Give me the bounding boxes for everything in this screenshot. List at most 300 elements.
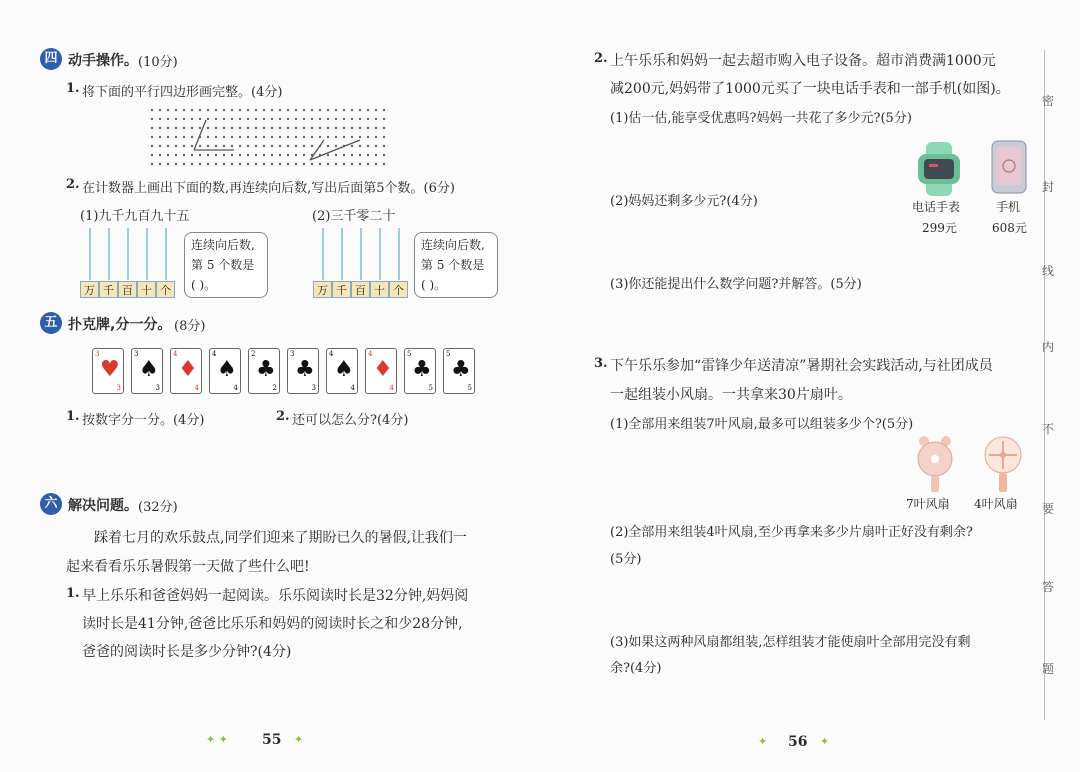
grid-dot [255, 136, 257, 138]
grid-dot [295, 127, 297, 129]
r-q3-3-line-2: 余?(4分) [610, 661, 662, 676]
r-q3-2-line-2: (5分) [610, 552, 642, 567]
grid-dot [271, 109, 273, 111]
grid-dot [247, 145, 249, 147]
grid-dot [151, 154, 153, 156]
playing-card [209, 348, 241, 394]
grid-dot [287, 163, 289, 165]
place-shi: 十 [137, 281, 156, 298]
card-suit-icon: ♥ [100, 357, 120, 382]
fan-4-icon [980, 435, 1026, 493]
grid-dot [183, 109, 185, 111]
section-6-score: (32分) [138, 500, 178, 515]
card-rank: 3 [134, 350, 139, 358]
grid-dot [343, 154, 345, 156]
card-rank: 3 [290, 350, 295, 358]
card-rank: 3 [95, 350, 100, 358]
grid-dot [359, 127, 361, 129]
grid-dot [303, 145, 305, 147]
grid-dot [375, 163, 377, 165]
q2-text: 在计数器上画出下面的数,再连续向后数,写出后面第5个数。(6分) [82, 181, 455, 196]
grid-dot [247, 163, 249, 165]
seal-char: 题 [1041, 662, 1054, 676]
grid-dot [239, 163, 241, 165]
q1-number: 1. [66, 81, 80, 96]
playing-card [326, 348, 358, 394]
section-5-title: 扑克牌,分一分。 [68, 317, 172, 333]
card-suit-icon: ♠ [334, 357, 354, 382]
grid-dot [183, 163, 185, 165]
playing-card [248, 348, 280, 394]
seal-line [1044, 50, 1045, 720]
q2b-bubble-line1: 连续向后数, [421, 238, 485, 252]
r-q3-3-line-1: (3)如果这两种风扇都组装,怎样组装才能使扇叶全部用完没有剩 [610, 635, 971, 650]
r-q3-number: 3. [594, 356, 608, 371]
sprout-icon: ✦ ✦ [206, 733, 228, 746]
grid-dot [175, 154, 177, 156]
playing-card [443, 348, 475, 394]
place-qian: 千 [332, 281, 351, 298]
grid-dot [223, 145, 225, 147]
grid-dot [239, 127, 241, 129]
r-q2-line-2: 减200元,妈妈带了1000元买了一块电话手表和一部手机(如图)。 [610, 81, 1010, 97]
grid-dot [263, 154, 265, 156]
grid-dot [151, 145, 153, 147]
grid-dot [223, 154, 225, 156]
card-rank: 4 [329, 350, 334, 358]
r-q3-1: (1)全部用来组装7叶风扇,最多可以组装多少个?(5分) [610, 417, 914, 432]
grid-dot [183, 118, 185, 120]
place-bai: 百 [351, 281, 370, 298]
grid-dot [231, 154, 233, 156]
card-rank: 5 [407, 350, 412, 358]
grid-dot [327, 109, 329, 111]
grid-dot [231, 109, 233, 111]
phone-price: 608元 [992, 221, 1027, 235]
grid-dot [167, 136, 169, 138]
grid-dot [159, 163, 161, 165]
section-4-badge: 四 [40, 48, 62, 70]
sprout-icon: ✦ [758, 735, 768, 748]
q6-1-line-3: 爸爸的阅读时长是多少分钟?(4分) [82, 644, 292, 660]
grid-dot [367, 145, 369, 147]
watch-icon [916, 142, 962, 196]
q5a-text: 按数字分一分。(4分) [82, 413, 205, 428]
grid-dot [383, 163, 385, 165]
grid-dot [375, 136, 377, 138]
grid-dot [303, 136, 305, 138]
grid-dot [183, 154, 185, 156]
grid-dot [239, 109, 241, 111]
grid-dot [215, 154, 217, 156]
grid-dot [295, 154, 297, 156]
intro-line-1: 踩着七月的欢乐鼓点,同学们迎来了期盼已久的暑假,让我们一 [94, 530, 467, 546]
r-q2-number: 2. [594, 51, 608, 66]
place-bai: 百 [118, 281, 137, 298]
grid-dot [207, 145, 209, 147]
grid-dot [263, 118, 265, 120]
grid-dot [175, 118, 177, 120]
abacus-1 [80, 228, 176, 298]
grid-dot [159, 154, 161, 156]
card-rank: 4 [173, 350, 178, 358]
card-suit-icon: ♠ [139, 357, 159, 382]
grid-dot [287, 136, 289, 138]
grid-dot [319, 136, 321, 138]
card-rank: 3 [116, 384, 121, 392]
grid-dot [367, 118, 369, 120]
section-6-title: 解决问题。 [68, 498, 138, 514]
card-suit-icon: ♦ [373, 357, 393, 382]
grid-dot [271, 127, 273, 129]
grid-dot [327, 127, 329, 129]
playing-card [365, 348, 397, 394]
grid-dot [383, 109, 385, 111]
q1-text: 将下面的平行四边形画完整。(4分) [82, 85, 283, 100]
grid-dot [151, 109, 153, 111]
grid-dot [175, 127, 177, 129]
seal-char: 不 [1041, 422, 1054, 436]
grid-dot [207, 118, 209, 120]
grid-dot [223, 136, 225, 138]
grid-dot [191, 145, 193, 147]
grid-dot [351, 109, 353, 111]
section-4-score: (10分) [138, 55, 178, 70]
q2a-bubble-line1: 连续向后数, [191, 238, 255, 252]
sprout-icon: ✦ [294, 733, 304, 746]
grid-dot [375, 118, 377, 120]
grid-dot [343, 136, 345, 138]
grid-dot [199, 154, 201, 156]
grid-dot [239, 145, 241, 147]
grid-dot [295, 145, 297, 147]
grid-dot [207, 154, 209, 156]
card-suit-icon: ♦ [178, 357, 198, 382]
place-ge: 个 [389, 281, 408, 298]
section-4-title: 动手操作。 [68, 53, 138, 69]
grid-dot [383, 136, 385, 138]
q5b-number: 2. [276, 409, 290, 424]
q6-1-line-2: 读时长是41分钟,爸爸比乐乐和妈妈的阅读时长之和少28分钟, [82, 616, 463, 632]
grid-dot [255, 127, 257, 129]
r-q2-2: (2)妈妈还剩多少元?(4分) [610, 194, 758, 209]
grid-dot [191, 154, 193, 156]
grid-dot [199, 163, 201, 165]
grid-dot [335, 145, 337, 147]
card-rank: 4 [194, 384, 199, 392]
playing-card [404, 348, 436, 394]
dot-grid [148, 106, 388, 168]
grid-dot [351, 163, 353, 165]
grid-dot [151, 127, 153, 129]
q2a-bubble [184, 232, 268, 298]
grid-dot [279, 154, 281, 156]
card-rank: 2 [272, 384, 277, 392]
card-rank: 5 [467, 384, 472, 392]
card-suit-icon: ♣ [295, 357, 315, 382]
grid-dot [255, 109, 257, 111]
place-qian: 千 [99, 281, 118, 298]
grid-dot [175, 109, 177, 111]
poker-cards [92, 348, 482, 396]
grid-dot [223, 163, 225, 165]
grid-dot [327, 154, 329, 156]
grid-dot [319, 109, 321, 111]
grid-dot [279, 118, 281, 120]
grid-dot [343, 127, 345, 129]
grid-dot [351, 136, 353, 138]
grid-dot [191, 127, 193, 129]
grid-dot [263, 109, 265, 111]
grid-dot [335, 118, 337, 120]
grid-dot [367, 163, 369, 165]
grid-dot [167, 145, 169, 147]
grid-dot [343, 118, 345, 120]
grid-dot [159, 136, 161, 138]
seal-char: 线 [1041, 264, 1054, 278]
grid-dot [191, 163, 193, 165]
grid-dot [175, 145, 177, 147]
grid-dot [159, 118, 161, 120]
grid-dot [287, 145, 289, 147]
grid-dot [303, 118, 305, 120]
grid-dot [367, 127, 369, 129]
grid-dot [383, 145, 385, 147]
card-suit-icon: ♣ [451, 357, 471, 382]
grid-dot [359, 109, 361, 111]
grid-dot [319, 127, 321, 129]
grid-dot [351, 127, 353, 129]
fan-4-label: 4叶风扇 [974, 497, 1018, 511]
grid-dot [151, 118, 153, 120]
grid-dot [191, 118, 193, 120]
grid-dot [247, 136, 249, 138]
card-suit-icon: ♣ [256, 357, 276, 382]
r-q3-line-2: 一起组装小风扇。一共拿来30片扇叶。 [610, 387, 852, 403]
grid-dot [335, 154, 337, 156]
section-6-badge: 六 [40, 493, 62, 515]
place-shi: 十 [370, 281, 389, 298]
grid-dot [311, 127, 313, 129]
place-wan: 万 [313, 281, 332, 298]
card-suit-icon: ♣ [412, 357, 432, 382]
grid-dot [183, 127, 185, 129]
playing-card [131, 348, 163, 394]
card-rank: 4 [368, 350, 373, 358]
grid-dot [271, 163, 273, 165]
r-q3-line-1: 下午乐乐参加“雷锋少年送清凉”暑期社会实践活动,与社团成员 [610, 358, 993, 374]
grid-dot [215, 145, 217, 147]
grid-dot [231, 127, 233, 129]
grid-dot [311, 136, 313, 138]
section-5-badge: 五 [40, 312, 62, 334]
grid-dot [383, 154, 385, 156]
grid-dot [327, 118, 329, 120]
grid-dot [359, 154, 361, 156]
grid-dot [239, 118, 241, 120]
grid-dot [239, 136, 241, 138]
grid-dot [295, 118, 297, 120]
grid-dot [375, 109, 377, 111]
grid-dot [327, 136, 329, 138]
grid-dot [295, 109, 297, 111]
grid-dot [255, 163, 257, 165]
card-rank: 5 [446, 350, 451, 358]
q2a-bubble-line2: 第 5 个数是 [191, 258, 255, 272]
q2-number: 2. [66, 177, 80, 192]
grid-dot [207, 163, 209, 165]
grid-dot [231, 163, 233, 165]
fan-7-icon [912, 435, 958, 493]
grid-dot [199, 109, 201, 111]
card-suit-icon: ♠ [217, 357, 237, 382]
grid-dot [167, 127, 169, 129]
card-rank: 3 [155, 384, 160, 392]
grid-dot [351, 118, 353, 120]
grid-dot [215, 136, 217, 138]
grid-dot [351, 154, 353, 156]
card-rank: 4 [350, 384, 355, 392]
q2a-answer-blank[interactable]: ( )。 [191, 278, 217, 292]
grid-dot [207, 127, 209, 129]
grid-dot [367, 154, 369, 156]
grid-dot [255, 145, 257, 147]
grid-dot [311, 145, 313, 147]
card-rank: 2 [251, 350, 256, 358]
q2a-label: (1)九千九百九十五 [80, 209, 190, 224]
grid-dot [375, 145, 377, 147]
grid-dot [223, 118, 225, 120]
section-5-score: (8分) [174, 319, 206, 334]
fan-7-label: 7叶风扇 [906, 497, 950, 511]
seal-char: 内 [1041, 340, 1054, 354]
grid-dot [199, 127, 201, 129]
q2b-label: (2)三千零二十 [312, 209, 396, 224]
r-q2-line-1: 上午乐乐和妈妈一起去超市购入电子设备。超市消费满1000元 [610, 53, 996, 69]
grid-dot [167, 109, 169, 111]
grid-dot [263, 163, 265, 165]
grid-dot [319, 118, 321, 120]
right-page [540, 0, 1080, 772]
grid-dot [191, 136, 193, 138]
grid-dot [151, 163, 153, 165]
grid-dot [207, 109, 209, 111]
grid-dot [319, 163, 321, 165]
grid-dot [175, 136, 177, 138]
grid-dot [183, 136, 185, 138]
grid-dot [167, 163, 169, 165]
grid-dot [279, 145, 281, 147]
grid-dot [263, 127, 265, 129]
grid-dot [223, 127, 225, 129]
q5a-number: 1. [66, 409, 80, 424]
grid-dot [287, 127, 289, 129]
grid-dot [311, 118, 313, 120]
grid-dot [287, 154, 289, 156]
grid-dot [359, 118, 361, 120]
grid-dot [183, 145, 185, 147]
grid-dot [159, 127, 161, 129]
grid-dot [223, 109, 225, 111]
grid-dot [311, 109, 313, 111]
phone-icon [990, 140, 1030, 196]
page-number-55: 55 [262, 732, 282, 748]
grid-dot [263, 145, 265, 147]
grid-dot [159, 109, 161, 111]
grid-dot [303, 154, 305, 156]
grid-dot [359, 136, 361, 138]
grid-dot [231, 145, 233, 147]
watch-label: 电话手表 [912, 200, 961, 214]
grid-dot [247, 109, 249, 111]
grid-dot [271, 145, 273, 147]
card-rank: 5 [428, 384, 433, 392]
q2b-bubble-line2: 第 5 个数是 [421, 258, 485, 272]
place-wan: 万 [80, 281, 99, 298]
grid-dot [367, 109, 369, 111]
grid-dot [295, 163, 297, 165]
grid-dot [263, 136, 265, 138]
q2b-bubble [414, 232, 498, 298]
grid-dot [255, 118, 257, 120]
grid-dot [383, 118, 385, 120]
grid-dot [271, 118, 273, 120]
grid-dot [247, 154, 249, 156]
grid-dot [207, 136, 209, 138]
grid-dot [167, 118, 169, 120]
sprout-icon: ✦ [820, 735, 830, 748]
r-q2-3: (3)你还能提出什么数学问题?并解答。(5分) [610, 277, 862, 292]
grid-dot [359, 163, 361, 165]
page-number-56: 56 [788, 734, 808, 750]
grid-dot [311, 163, 313, 165]
grid-dot [303, 127, 305, 129]
grid-dot [279, 136, 281, 138]
q6-1-line-1: 早上乐乐和爸爸妈妈一起阅读。乐乐阅读时长是32分钟,妈妈阅 [82, 588, 469, 604]
grid-dot [199, 145, 201, 147]
grid-dot [327, 163, 329, 165]
watch-price: 299元 [922, 221, 957, 235]
grid-dot [247, 127, 249, 129]
q5b-text: 还可以怎么分?(4分) [292, 413, 409, 428]
seal-char: 封 [1041, 180, 1054, 194]
seal-char: 要 [1041, 502, 1054, 516]
grid-dot [167, 154, 169, 156]
grid-dot [335, 109, 337, 111]
grid-dot [383, 127, 385, 129]
seal-char: 密 [1041, 94, 1054, 108]
grid-dot [287, 118, 289, 120]
grid-dot [215, 163, 217, 165]
grid-dot [287, 109, 289, 111]
grid-dot [215, 118, 217, 120]
grid-dot [231, 136, 233, 138]
seal-char: 答 [1041, 580, 1054, 594]
grid-dot [255, 154, 257, 156]
grid-dot [343, 109, 345, 111]
grid-dot [175, 163, 177, 165]
playing-card [287, 348, 319, 394]
grid-dot [231, 118, 233, 120]
grid-dot [295, 136, 297, 138]
grid-dot [159, 145, 161, 147]
intro-line-2: 起来看看乐乐暑假第一天做了些什么吧! [66, 559, 310, 575]
grid-dot [215, 127, 217, 129]
card-rank: 4 [233, 384, 238, 392]
grid-dot [335, 127, 337, 129]
grid-dot [303, 109, 305, 111]
q2b-answer-blank[interactable]: ( )。 [421, 278, 447, 292]
